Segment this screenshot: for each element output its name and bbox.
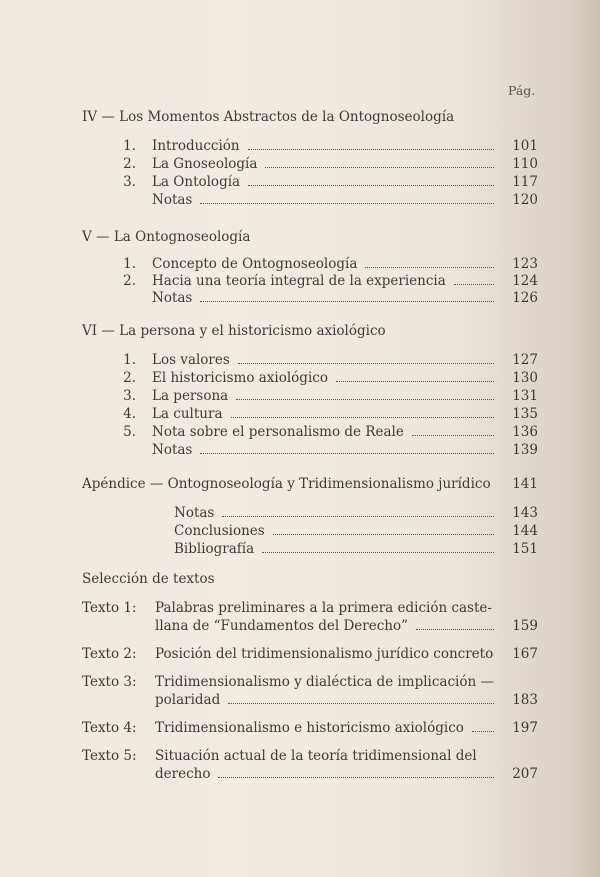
section-heading: V — La Ontognoseología: [82, 229, 251, 245]
page-column-label: Pág.: [508, 83, 536, 98]
toc-entry: 1. Introducción 101: [123, 138, 538, 154]
toc-entry: 5. Nota sobre el personalismo de Reale 136: [123, 424, 538, 440]
toc-entry: Notas 143: [174, 505, 538, 521]
toc-entry: Conclusiones 144: [174, 523, 538, 539]
toc-entry: Notas 120: [152, 192, 538, 208]
toc-entry: 2. Hacia una teoría integral de la experiencia 124: [123, 273, 538, 289]
text-entry-continuation: llana de “Fundamentos del Derecho” 159: [155, 618, 538, 634]
toc-entry: 2. El historicismo axiológico 130: [123, 370, 538, 386]
toc-entry: 3. La persona 131: [123, 388, 538, 404]
text-entry-continuation: polaridad 183: [155, 692, 538, 708]
toc-entry: 1. Concepto de Ontognoseología 123: [123, 256, 538, 272]
text-entry: Texto 5: Situación actual de la teoría tridimensional del: [82, 748, 477, 764]
toc-entry: 1. Los valores 127: [123, 352, 538, 368]
section-heading: IV — Los Momentos Abstractos de la Ontognoseología: [82, 109, 455, 125]
section-heading: VI — La persona y el historicismo axiológico: [82, 323, 386, 339]
toc-entry: Notas 126: [152, 290, 538, 306]
text-entry: Texto 2: Posición del tridimensionalismo jurídico concreto 167: [82, 646, 538, 662]
text-entry: Texto 1: Palabras preliminares a la primera edición caste-: [82, 600, 492, 616]
appendix-heading: Apéndice — Ontognoseología y Tridimensionalismo jurídico 141: [82, 476, 538, 492]
toc-entry: Bibliografía 151: [174, 541, 538, 557]
toc-entry: 4. La cultura 135: [123, 406, 538, 422]
text-entry: Texto 4: Tridimensionalismo e historicismo axiológico 197: [82, 720, 538, 736]
toc-entry: 3. La Ontología 117: [123, 174, 538, 190]
text-entry-continuation: derecho 207: [155, 766, 538, 782]
toc-entry: Notas 139: [152, 442, 538, 458]
toc-entry: 2. La Gnoseología 110: [123, 156, 538, 172]
selection-heading: Selección de textos: [82, 571, 215, 587]
text-entry: Texto 3: Tridimensionalismo y dialéctica de implicación —: [82, 674, 494, 690]
